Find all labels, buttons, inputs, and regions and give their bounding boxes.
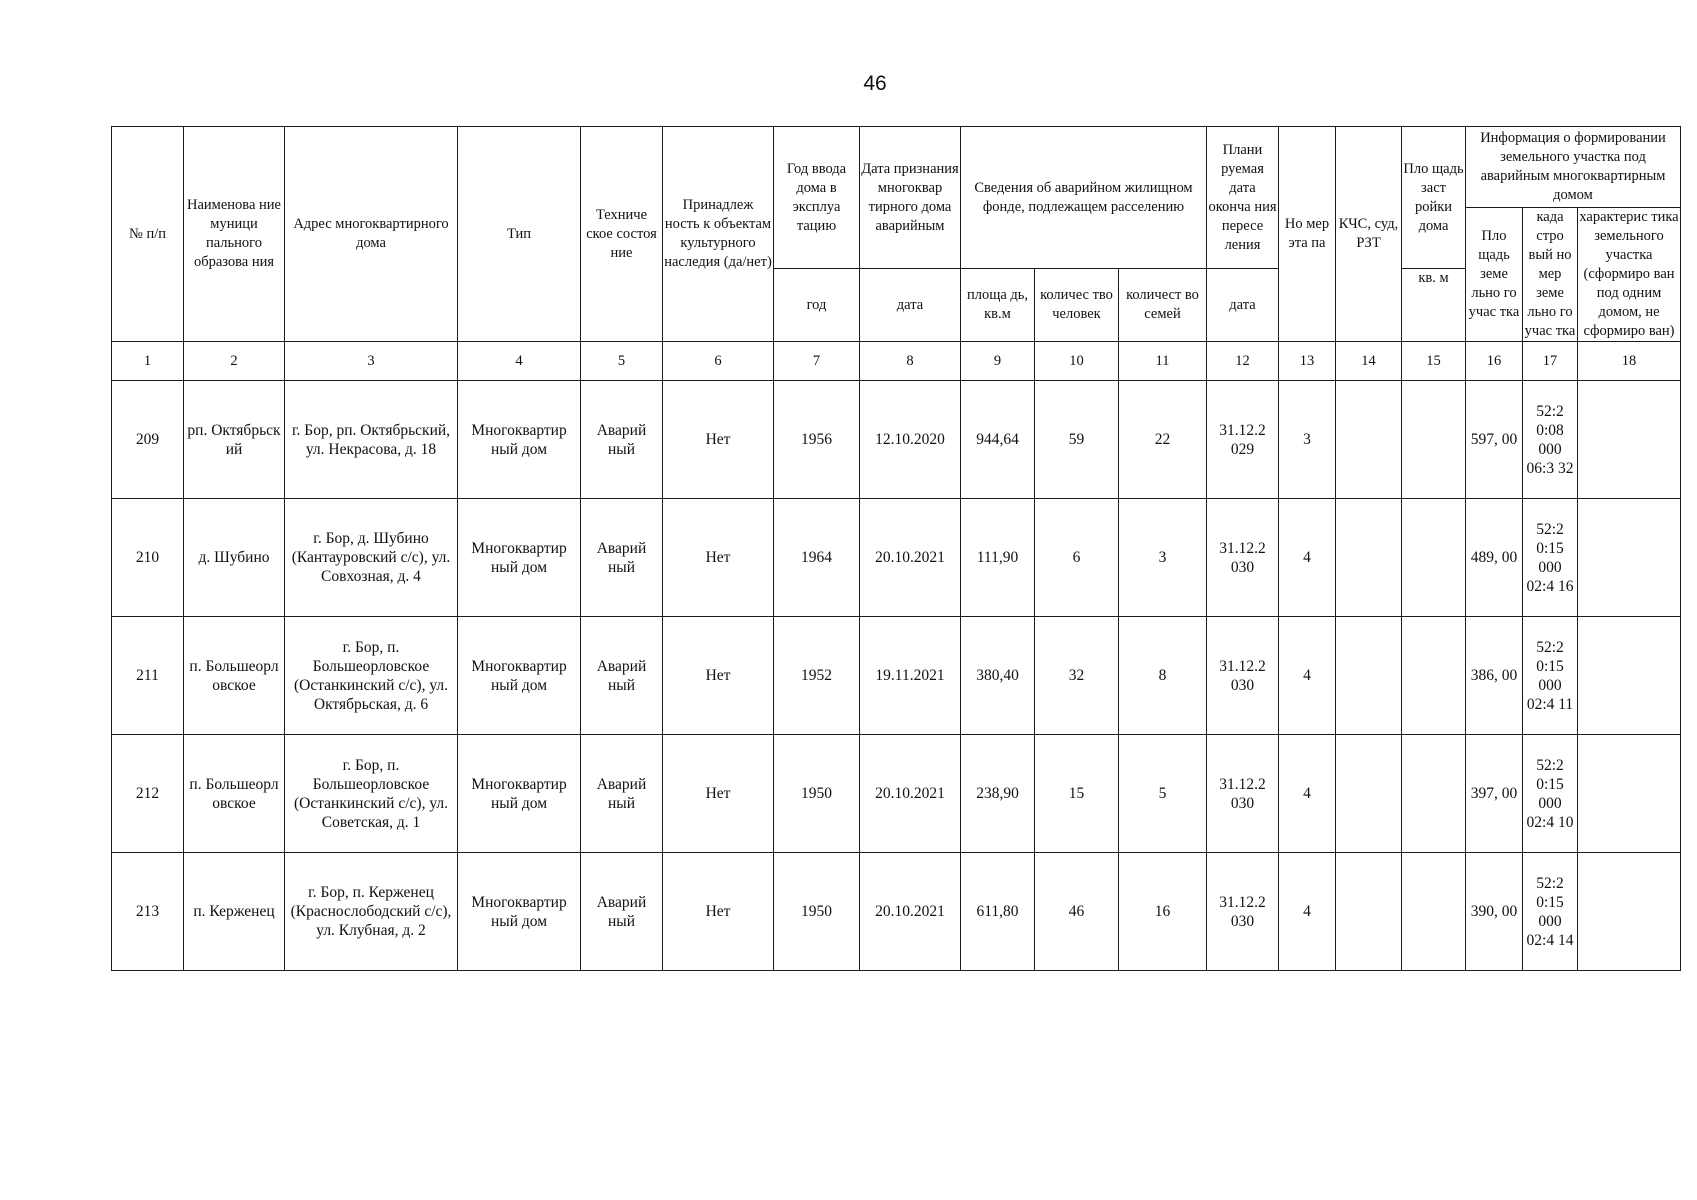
column-number: 6: [663, 342, 774, 381]
heritage-status: Нет: [663, 617, 774, 735]
commission-year: 1964: [774, 499, 860, 617]
header-commission-year: Год ввода дома в эксплуа тацию: [774, 127, 860, 269]
land-area: 386, 00: [1466, 617, 1523, 735]
table-row: [112, 617, 1681, 735]
built-area: [1402, 735, 1466, 853]
people-count: 6: [1035, 499, 1119, 617]
header-land-characteristic: характерис тика земельного участка (сформиро ван под одним домом, не сформиро ван): [1578, 208, 1681, 342]
stage-number: 4: [1279, 499, 1336, 617]
land-area: 597, 00: [1466, 381, 1523, 499]
stage-number: 4: [1279, 735, 1336, 853]
column-number: 18: [1578, 342, 1681, 381]
header-built-area: Пло щадь заст ройки дома: [1402, 127, 1466, 269]
housing-area: 611,80: [961, 853, 1035, 971]
land-characteristic: [1578, 735, 1681, 853]
table-row: [112, 735, 1681, 853]
table-body: [112, 381, 1681, 971]
address: г. Бор, п. Керженец (Краснослободский с/с), ул. Клубная, д. 2: [285, 853, 458, 971]
planned-date: 31.12.2 030: [1207, 617, 1279, 735]
building-type: Многоквартир ный дом: [458, 381, 581, 499]
built-area: [1402, 853, 1466, 971]
emergency-housing-table: [111, 126, 1681, 971]
housing-area: 238,90: [961, 735, 1035, 853]
stage-number: 3: [1279, 381, 1336, 499]
technical-state: Аварий ный: [581, 853, 663, 971]
people-count: 59: [1035, 381, 1119, 499]
column-number: 9: [961, 342, 1035, 381]
unit-people: количес тво человек: [1035, 269, 1119, 342]
column-number: 1: [112, 342, 184, 381]
header-number: № п/п: [112, 127, 184, 342]
kchs-value: [1336, 735, 1402, 853]
column-number: 14: [1336, 342, 1402, 381]
people-count: 46: [1035, 853, 1119, 971]
cadastral-number: 52:2 0:15 000 02:4 16: [1523, 499, 1578, 617]
family-count: 3: [1119, 499, 1207, 617]
commission-year: 1952: [774, 617, 860, 735]
table-row: [112, 499, 1681, 617]
header-stage: Но мер эта па: [1279, 127, 1336, 342]
stage-number: 4: [1279, 617, 1336, 735]
column-number: 10: [1035, 342, 1119, 381]
column-number: 7: [774, 342, 860, 381]
unit-date: дата: [860, 269, 961, 342]
land-characteristic: [1578, 381, 1681, 499]
commission-year: 1956: [774, 381, 860, 499]
kchs-value: [1336, 617, 1402, 735]
technical-state: Аварий ный: [581, 381, 663, 499]
commission-year: 1950: [774, 735, 860, 853]
land-area: 397, 00: [1466, 735, 1523, 853]
table-row: [112, 853, 1681, 971]
housing-area: 111,90: [961, 499, 1035, 617]
address: г. Бор, п. Большеорловское (Останкинский с/с), ул. Советская, д. 1: [285, 735, 458, 853]
heritage-status: Нет: [663, 735, 774, 853]
recognition-date: 20.10.2021: [860, 499, 961, 617]
column-number: 17: [1523, 342, 1578, 381]
recognition-date: 19.11.2021: [860, 617, 961, 735]
header-kchs: КЧС, суд, РЗТ: [1336, 127, 1402, 342]
recognition-date: 20.10.2021: [860, 735, 961, 853]
heritage-status: Нет: [663, 381, 774, 499]
column-number: 16: [1466, 342, 1523, 381]
stage-number: 4: [1279, 853, 1336, 971]
column-number: 2: [184, 342, 285, 381]
table-row: [112, 381, 1681, 499]
planned-date: 31.12.2 030: [1207, 735, 1279, 853]
header-housing-info: Сведения об аварийном жилищном фонде, подлежащем расселению: [961, 127, 1207, 269]
row-number: 210: [112, 499, 184, 617]
header-cadastral-number: када стро вый но мер земе льно го учас тка: [1523, 208, 1578, 342]
header-technical-state: Техниче ское состоя ние: [581, 127, 663, 342]
commission-year: 1950: [774, 853, 860, 971]
column-number: 13: [1279, 342, 1336, 381]
housing-area: 944,64: [961, 381, 1035, 499]
address: г. Бор, д. Шубино (Кантауровский с/с), ул. Совхозная, д. 4: [285, 499, 458, 617]
row-number: 211: [112, 617, 184, 735]
header-type: Тип: [458, 127, 581, 342]
header-recognition-date: Дата признания многоквар тирного дома аварийным: [860, 127, 961, 269]
building-type: Многоквартир ный дом: [458, 735, 581, 853]
row-number: 213: [112, 853, 184, 971]
address: г. Бор, рп. Октябрьский, ул. Некрасова, д. 18: [285, 381, 458, 499]
building-type: Многоквартир ный дом: [458, 853, 581, 971]
housing-area: 380,40: [961, 617, 1035, 735]
municipality: п. Большеорл овское: [184, 735, 285, 853]
kchs-value: [1336, 853, 1402, 971]
building-type: Многоквартир ный дом: [458, 499, 581, 617]
cadastral-number: 52:2 0:15 000 02:4 14: [1523, 853, 1578, 971]
address: г. Бор, п. Большеорловское (Останкинский с/с), ул. Октябрьская, д. 6: [285, 617, 458, 735]
row-number: 212: [112, 735, 184, 853]
recognition-date: 12.10.2020: [860, 381, 961, 499]
header-address: Адрес многоквартирного дома: [285, 127, 458, 342]
column-number: 15: [1402, 342, 1466, 381]
heritage-status: Нет: [663, 853, 774, 971]
municipality: рп. Октябрьск ий: [184, 381, 285, 499]
cadastral-number: 52:2 0:15 000 02:4 10: [1523, 735, 1578, 853]
municipality: д. Шубино: [184, 499, 285, 617]
family-count: 5: [1119, 735, 1207, 853]
unit-year: год: [774, 269, 860, 342]
people-count: 15: [1035, 735, 1119, 853]
table-header: [112, 127, 1681, 381]
built-area: [1402, 381, 1466, 499]
unit-families: количест во семей: [1119, 269, 1207, 342]
column-number-row: [112, 342, 1681, 381]
land-characteristic: [1578, 853, 1681, 971]
technical-state: Аварий ный: [581, 617, 663, 735]
cadastral-number: 52:2 0:08 000 06:3 32: [1523, 381, 1578, 499]
technical-state: Аварий ный: [581, 735, 663, 853]
unit-area: площа дь, кв.м: [961, 269, 1035, 342]
land-characteristic: [1578, 617, 1681, 735]
planned-date: 31.12.2 030: [1207, 499, 1279, 617]
kchs-value: [1336, 499, 1402, 617]
column-number: 3: [285, 342, 458, 381]
header-planned-date: Плани руемая дата оконча ния пересе ления: [1207, 127, 1279, 269]
header-land-info: Информация о формировании земельного участка под аварийным многоквартирным домом: [1466, 127, 1681, 208]
header-land-area: Пло щадь земе льно го учас тка: [1466, 208, 1523, 342]
header-municipality: Наименова ние муници пального образова ния: [184, 127, 285, 342]
built-area: [1402, 617, 1466, 735]
land-area: 390, 00: [1466, 853, 1523, 971]
header-heritage: Принадлеж ность к объектам культурного наследия (да/нет): [663, 127, 774, 342]
technical-state: Аварий ный: [581, 499, 663, 617]
municipality: п. Керженец: [184, 853, 285, 971]
land-characteristic: [1578, 499, 1681, 617]
column-number: 11: [1119, 342, 1207, 381]
heritage-status: Нет: [663, 499, 774, 617]
page-number: 46: [863, 72, 887, 95]
column-number: 5: [581, 342, 663, 381]
row-number: 209: [112, 381, 184, 499]
unit-built-area: кв. м: [1402, 269, 1466, 342]
family-count: 22: [1119, 381, 1207, 499]
building-type: Многоквартир ный дом: [458, 617, 581, 735]
cadastral-number: 52:2 0:15 000 02:4 11: [1523, 617, 1578, 735]
recognition-date: 20.10.2021: [860, 853, 961, 971]
people-count: 32: [1035, 617, 1119, 735]
column-number: 4: [458, 342, 581, 381]
column-number: 12: [1207, 342, 1279, 381]
planned-date: 31.12.2 030: [1207, 853, 1279, 971]
built-area: [1402, 499, 1466, 617]
unit-planned-date: дата: [1207, 269, 1279, 342]
kchs-value: [1336, 381, 1402, 499]
family-count: 8: [1119, 617, 1207, 735]
planned-date: 31.12.2 029: [1207, 381, 1279, 499]
family-count: 16: [1119, 853, 1207, 971]
column-number: 8: [860, 342, 961, 381]
municipality: п. Большеорл овское: [184, 617, 285, 735]
land-area: 489, 00: [1466, 499, 1523, 617]
